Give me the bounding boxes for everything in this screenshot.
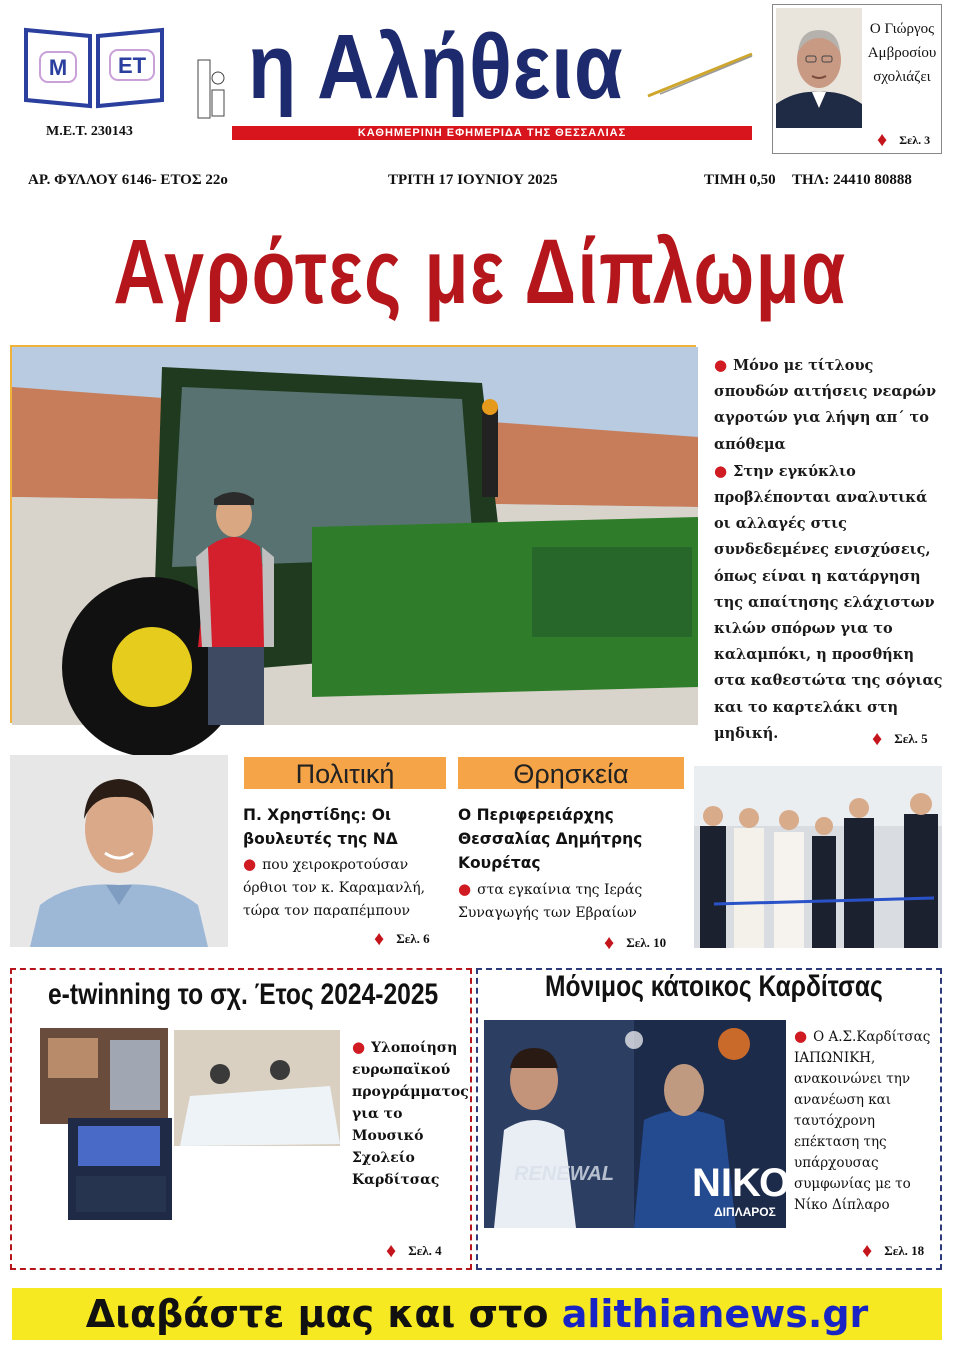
- politics-page-ref[interactable]: ♦ Σελ. 6: [374, 928, 430, 950]
- religion-title[interactable]: Ο Περιφερειάρχης Θεσσαλίας Δημήτρης Κουρέτας: [458, 806, 643, 872]
- met-logo: [18, 22, 170, 110]
- diamond-icon: ♦: [386, 1240, 397, 1262]
- etwinning-collage[interactable]: [40, 1026, 342, 1220]
- lead-bullet-2: ● Στην εγκύκλιο προβλέπονται αναλυτικά οι αλλαγές στις συνδεδεμένες ενισχύσεις, όπως είναι η κατάργηση της απαίτησης ελάχιστων κιλών σπόρων για το καλαμπόκι, η προσθήκη στα καθεστώτα της σόγιας και το καρτελάκι στη μηδική.: [714, 461, 943, 742]
- diamond-icon: ♦: [374, 928, 385, 950]
- karditsa-title[interactable]: Μόνιμος κάτοικος Καρδίτσας: [545, 970, 883, 1003]
- met-code: Μ.Ε.Τ. 230143: [46, 124, 133, 139]
- etwinning-body: ● Υλοποίηση ευρωπαϊκού προγράμματος για το Μουσικό Σχολείο Καρδίτσας: [352, 1038, 469, 1188]
- columnist-name: Ο Γιώργος Αμβροσίου σχολιάζει: [867, 21, 937, 85]
- met-logo-letter-m: Μ: [48, 55, 68, 80]
- bullet-icon: ●: [794, 1027, 808, 1045]
- etwinning-title[interactable]: e-twinning το σχ. Έτος 2024-2025: [48, 978, 439, 1011]
- bullet-icon: ●: [458, 880, 472, 898]
- lead-photo-tractor[interactable]: [10, 345, 696, 723]
- poster-renewal-text: RENEWAL: [514, 1163, 614, 1185]
- section-tab-politics[interactable]: Πολιτική: [244, 757, 446, 789]
- issue-date: ΤΡΙΤΗ 17 ΙΟΥΝΙΟΥ 2025: [388, 172, 558, 188]
- footer-url-link[interactable]: alithianews.gr: [561, 1292, 869, 1336]
- lead-bullet-1: ● Μόνο με τίτλους σπουδών αιτήσεις νεαρών αγροτών για λήψη απ΄ το απόθεμα: [714, 356, 937, 453]
- columnist-page-ref[interactable]: ♦ Σελ. 3: [877, 129, 931, 151]
- politics-title[interactable]: Π. Χρηστίδης: Οι βουλευτές της ΝΔ: [243, 806, 398, 848]
- religion-photo[interactable]: [694, 766, 942, 948]
- karditsa-body: ● Ο Α.Σ.Καρδίτσας ΙΑΠΩΝΙΚΗ, ανακοινώνει την ανανέωση και ταυτόχρονη επέκταση της υπάρχουσας συμφωνίας με το Νίκο Δίπλαρο: [794, 1027, 931, 1213]
- lead-page-ref[interactable]: ♦ Σελ. 5: [872, 728, 928, 750]
- masthead-subtitle: ΚΑΘΗΜΕΡΙΝΗ ΕΦΗΜΕΡΙΔΑ ΤΗΣ ΘΕΣΣΑΛΙΑΣ: [232, 126, 752, 140]
- religion-body: ● στα εγκαίνια της Ιεράς Συναγωγής των Εβραίων: [458, 880, 643, 921]
- politics-photo[interactable]: [10, 755, 228, 947]
- poster-name: ΝΙΚΟΣ: [692, 1161, 815, 1205]
- diamond-icon: ♦: [862, 1240, 873, 1262]
- met-logo-letter-et: ΕΤ: [117, 53, 147, 78]
- columnist-photo: [776, 8, 862, 128]
- bullet-icon: ●: [352, 1038, 366, 1056]
- bullet-icon: ●: [714, 461, 728, 480]
- lead-headline[interactable]: Αγρότες με Δίπλωμα: [113, 221, 847, 323]
- religion-page-ref[interactable]: ♦ Σελ. 10: [604, 932, 667, 954]
- diamond-icon: ♦: [604, 932, 615, 954]
- columnist-box[interactable]: [772, 4, 942, 154]
- politics-body: ● που χειροκροτούσαν όρθιοι τον κ. Καραμανλή, τώρα τον παραπέμπουν: [243, 855, 426, 919]
- etwinning-page-ref[interactable]: ♦ Σελ. 4: [386, 1240, 442, 1262]
- footer-banner[interactable]: [12, 1288, 942, 1340]
- poster-surname: ΔΙΠΛΑΡΟΣ: [714, 1205, 776, 1219]
- section-tab-religion[interactable]: Θρησκεία: [458, 757, 684, 789]
- bullet-icon: ●: [243, 855, 257, 873]
- phone-number: ΤΗΛ: 24410 80888: [792, 172, 912, 188]
- issue-price: ΤΙΜΗ 0,50: [704, 172, 776, 188]
- lead-bullets: [714, 352, 944, 747]
- diamond-icon: ♦: [872, 728, 883, 750]
- karditsa-page-ref[interactable]: ♦ Σελ. 18: [862, 1240, 925, 1262]
- pen-icon: [640, 48, 760, 100]
- diamond-icon: ♦: [877, 129, 888, 151]
- masthead-title[interactable]: η Αλήθεια: [248, 16, 624, 118]
- quality-badge: [196, 58, 226, 120]
- bullet-icon: ●: [714, 356, 728, 374]
- issue-number: ΑΡ. ΦΥΛΛΟΥ 6146- ΕΤΟΣ 22ο: [28, 172, 228, 188]
- karditsa-poster[interactable]: [484, 1020, 815, 1228]
- footer-text: Διαβάστε μας και στο: [85, 1292, 562, 1336]
